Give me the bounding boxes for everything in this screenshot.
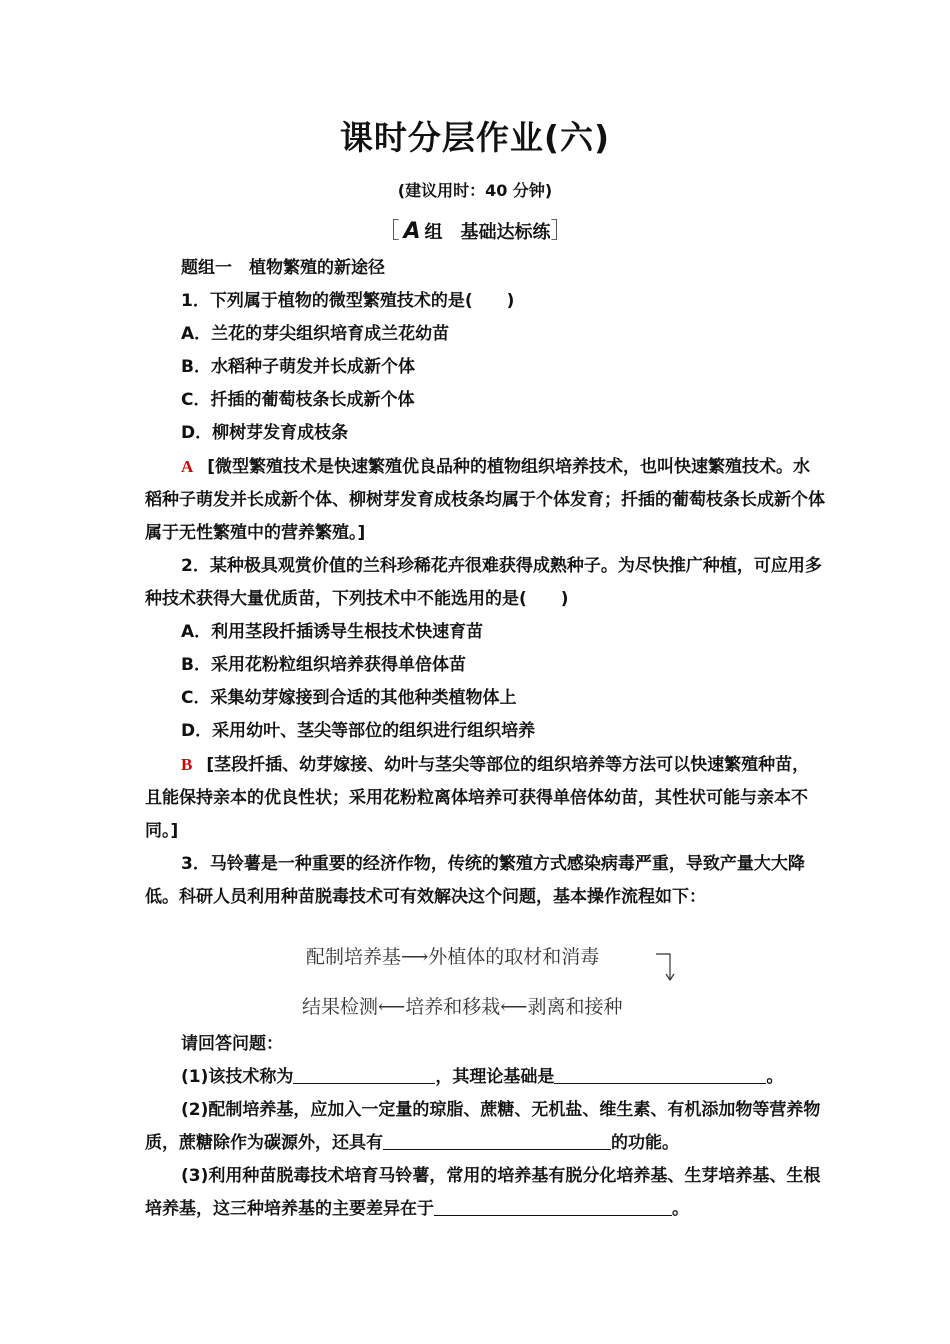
q2-answer-key: B	[181, 755, 193, 774]
time-hint: (建议用时：40 分钟)	[397, 181, 553, 200]
q3-sub1-end: 。	[766, 1067, 784, 1087]
group-heading	[0, 214, 950, 245]
flow-step-culture: 培养和移栽	[405, 996, 501, 1018]
q3-sub2-text: (2)配制培养基，应加入一定量的琼脂、蔗糖、无机盐、维生素、有机添加物等营养物质，蔗糖除作为碳源外，还具有	[145, 1100, 821, 1153]
flow-step-strip: 剥离和接种	[527, 996, 623, 1018]
q2-explanation: [茎段扦插、幼芽嫁接、幼叶与茎尖等部位的组织培养等方法可以快速繁殖种苗，且能保持亲本的优良性状；采用花粉粒离体培养可获得单倍体幼苗，其性状可能与亲本不同。]	[145, 755, 810, 841]
q2-option-a: A．利用茎段扦插诱导生根技术快速育苗	[181, 622, 484, 642]
q3-sub3-end: 。	[672, 1199, 689, 1219]
q3-sub1-text-2: ，其理论基础是	[435, 1067, 555, 1087]
answer-blank-3[interactable]	[383, 1129, 611, 1150]
q3-sub3	[145, 1160, 825, 1226]
flow-step-explant: 外植体的取材和消毒	[428, 946, 600, 968]
answer-blank-1[interactable]	[293, 1063, 435, 1084]
arrow-down-turn-icon	[656, 952, 676, 982]
q1-option-d: D．柳树芽发育成枝条	[181, 423, 349, 443]
section-title: 题组一 植物繁殖的新途径	[181, 258, 385, 278]
q3-sub2-end: 的功能。	[611, 1133, 679, 1153]
answer-blank-4[interactable]	[434, 1195, 672, 1216]
q2-stem: 2．某种极具观赏价值的兰科珍稀花卉很难获得成熟种子。为尽快推广种植，可应用多种技术获得大量优质苗，下列技术中不能选用的是( )	[145, 556, 822, 609]
flow-step-detect: 结果检测	[302, 996, 379, 1018]
q3-sub3-text: (3)利用种苗脱毒技术培育马铃薯，常用的培养基有脱分化培养基、生芽培养基、生根培养基，这三种培养基的主要差异在于	[145, 1166, 821, 1219]
q1-option-c: C．扦插的葡萄枝条长成新个体	[181, 390, 415, 410]
group-letter: A	[403, 219, 421, 244]
q1-stem: 1．下列属于植物的微型繁殖技术的是( )	[181, 291, 515, 311]
q3-sub1-text: (1)该技术称为	[181, 1067, 294, 1087]
q1-answer-explanation	[145, 450, 825, 550]
process-flow-diagram	[300, 936, 720, 1026]
q3-sub2	[145, 1094, 825, 1160]
q1-option-b: B．水稻种子萌发并长成新个体	[181, 357, 415, 377]
q3-sub1	[145, 1061, 825, 1094]
flow-row-2	[302, 992, 623, 1019]
q2-option-d: D．采用幼叶、茎尖等部位的组织进行组织培养	[181, 721, 536, 741]
q2-answer-explanation	[145, 748, 825, 848]
flow-row-1	[306, 942, 599, 969]
arrow-right-icon: ⟶	[401, 946, 429, 968]
right-bracket-icon: ］	[550, 219, 573, 244]
q2-option-c: C．采集幼芽嫁接到合适的其他种类植物体上	[181, 688, 517, 708]
question-body	[145, 252, 825, 1226]
q1-answer-key: A	[181, 457, 194, 476]
arrow-left-icon: ⟵	[500, 996, 528, 1018]
group-label: 组 基础达标练	[424, 222, 551, 243]
q3-stem: 3．马铃薯是一种重要的经济作物，传统的繁殖方式感染病毒严重，导致产量大大降低。科研人员利用种苗脱毒技术可有效解决这个问题，基本操作流程如下：	[145, 854, 805, 907]
left-bracket-icon: ［	[377, 219, 400, 244]
arrow-left-icon: ⟵	[378, 996, 406, 1018]
answer-blank-2[interactable]	[554, 1063, 766, 1084]
flow-step-prepare-medium: 配制培养基	[306, 946, 402, 968]
q2-option-b: B．采用花粉粒组织培养获得单倍体苗	[181, 655, 466, 675]
q1-explanation: [微型繁殖技术是快速繁殖优良品种的植物组织培养技术，也叫快速繁殖技术。水稻种子萌发并长成新个体、柳树芽发育成枝条均属于个体发育；扦插的葡萄枝条长成新个体属于无性繁殖中的营养繁殖。]	[145, 457, 825, 543]
page-title: 课时分层作业(六)	[339, 118, 611, 157]
q3-prompt: 请回答问题：	[181, 1034, 283, 1054]
q1-option-a: A．兰花的芽尖组织培育成兰花幼苗	[181, 324, 450, 344]
